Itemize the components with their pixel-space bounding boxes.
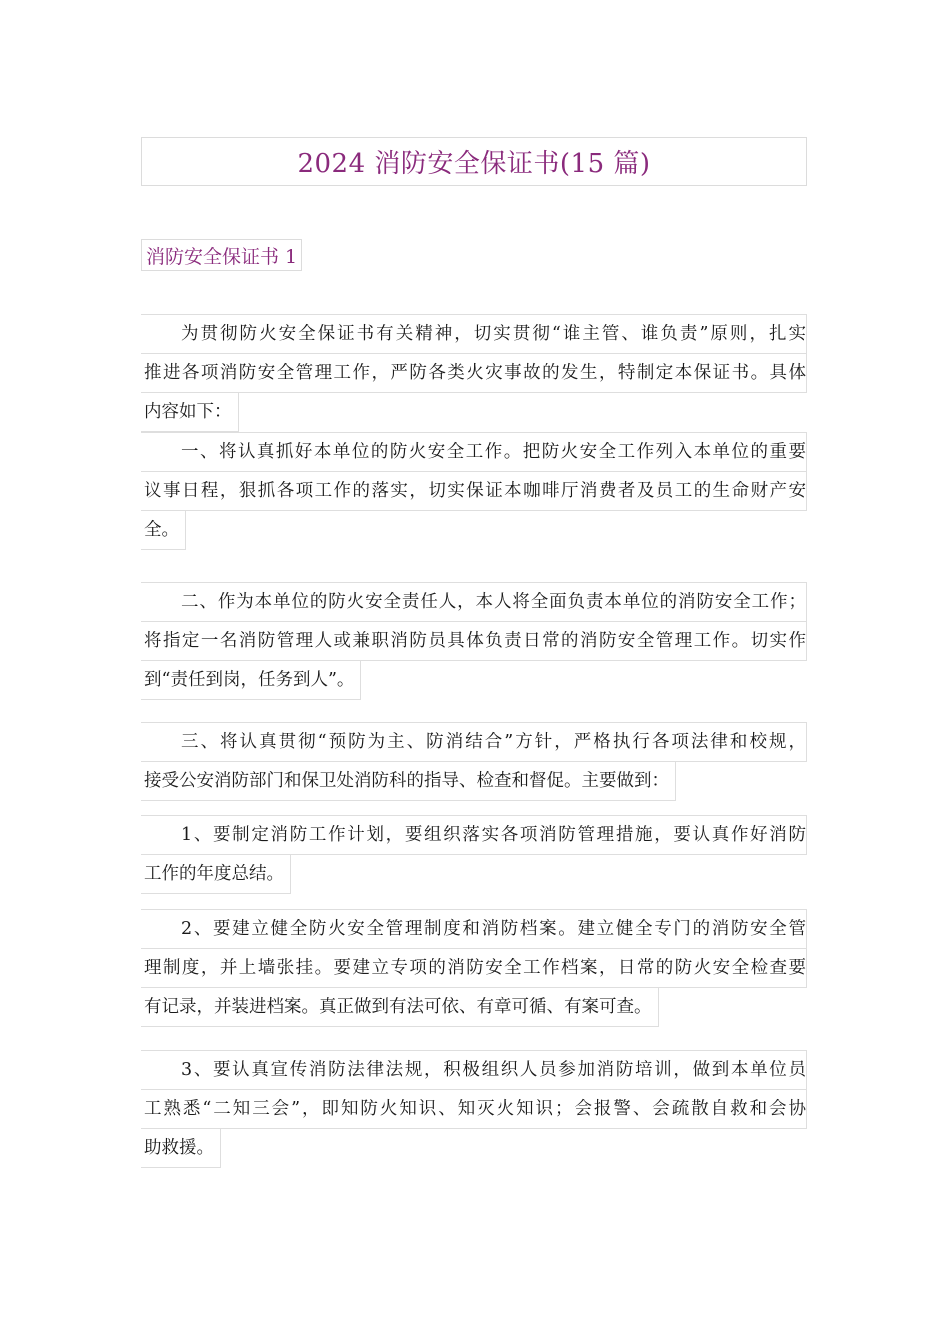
paragraph-4 bbox=[141, 722, 807, 804]
paragraph-line: 将指定一名消防管理人或兼职消防员具体负责日常的消防安全管理工作。切实作 bbox=[141, 621, 807, 661]
paragraph-line: 一、将认真抓好本单位的防火安全工作。把防火安全工作列入本单位的重要 bbox=[141, 432, 807, 472]
paragraph-line: 工作的年度总结。 bbox=[141, 854, 291, 894]
paragraph-5 bbox=[141, 815, 807, 897]
paragraph-line: 推进各项消防安全管理工作，严防各类火灾事故的发生，特制定本保证书。具体 bbox=[141, 353, 807, 393]
paragraph-line: 议事日程，狠抓各项工作的落实，切实保证本咖啡厅消费者及员工的生命财产安 bbox=[141, 471, 807, 511]
paragraph-2 bbox=[141, 432, 807, 553]
paragraph-line: 二、作为本单位的防火安全责任人，本人将全面负责本单位的消防安全工作； bbox=[141, 582, 807, 622]
paragraph-3 bbox=[141, 582, 807, 703]
paragraph-line: 3、要认真宣传消防法律法规，积极组织人员参加消防培训，做到本单位员 bbox=[141, 1050, 807, 1090]
section-heading: 消防安全保证书 1 bbox=[141, 239, 302, 271]
paragraph-line: 三、将认真贯彻“预防为主、防消结合”方针，严格执行各项法律和校规， bbox=[141, 722, 807, 762]
paragraph-line: 为贯彻防火安全保证书有关精神，切实贯彻“谁主管、谁负责”原则，扎实 bbox=[141, 314, 807, 354]
paragraph-6 bbox=[141, 909, 807, 1030]
paragraph-line: 工熟悉“二知三会”，即知防火知识、知灭火知识；会报警、会疏散自救和会协 bbox=[141, 1089, 807, 1129]
paragraph-line: 理制度，并上墙张挂。要建立专项的消防安全工作档案，日常的防火安全检查要 bbox=[141, 948, 807, 988]
paragraph-line: 全。 bbox=[141, 510, 186, 550]
paragraph-line: 1、要制定消防工作计划，要组织落实各项消防管理措施，要认真作好消防 bbox=[141, 815, 807, 855]
paragraph-line: 内容如下： bbox=[141, 392, 239, 432]
paragraph-7 bbox=[141, 1050, 807, 1171]
paragraph-line: 到“责任到岗，任务到人”。 bbox=[141, 660, 361, 700]
paragraph-line: 接受公安消防部门和保卫处消防科的指导、检查和督促。主要做到： bbox=[141, 761, 676, 801]
paragraph-1 bbox=[141, 314, 807, 435]
paragraph-line: 助救援。 bbox=[141, 1128, 221, 1168]
document-title-box bbox=[141, 137, 807, 186]
paragraph-line: 2、要建立健全防火安全管理制度和消防档案。建立健全专门的消防安全管 bbox=[141, 909, 807, 949]
paragraph-line: 有记录，并装进档案。真正做到有法可依、有章可循、有案可查。 bbox=[141, 987, 659, 1027]
document-title: 2024 消防安全保证书(15 篇) bbox=[297, 149, 651, 179]
